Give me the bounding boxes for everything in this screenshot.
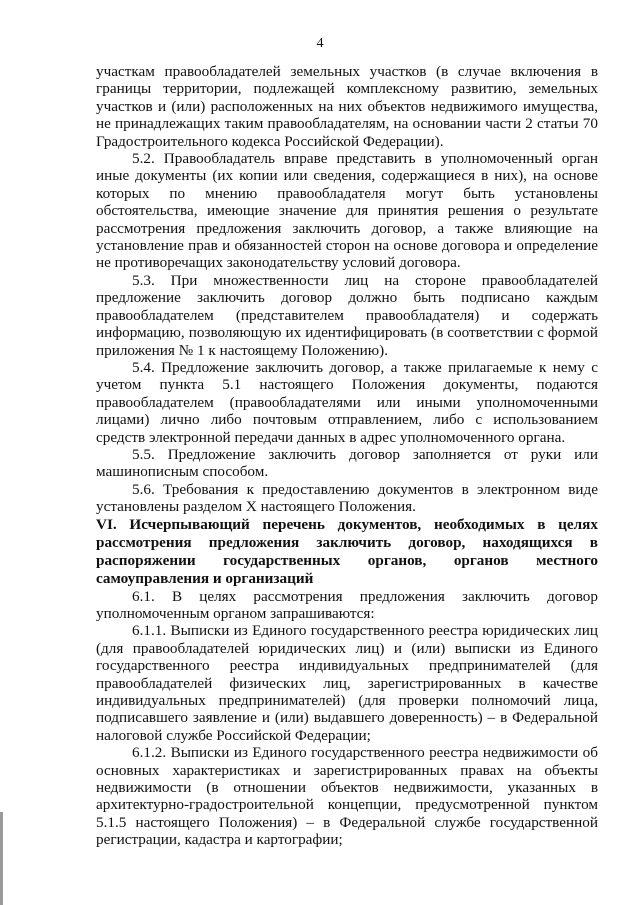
document-body: [96, 63, 598, 849]
paragraph-continuation: участкам правообладателей земельных участков (в случае включения в границы территории, подлежащей комплексному развитию, земельных участков и (или) расположенных на них объектов недвижимого имущества, не принадлежащих таким правообладателям, на основании части 2 статьи 70 Градостроительного кодекса Российской Федерации).: [96, 63, 598, 150]
paragraph-5-6: 5.6. Требования к предоставлению документов в электронном виде установлены разделом X настоящего Положения.: [96, 480, 598, 516]
paragraph-5-4: 5.4. Предложение заключить договор, а также прилагаемые к нему с учетом пункта 5.1 настоящего Положения документы, подаются правообладателем (правообладателями или иными уполномоченными лицами) лично либо почтовым отправлением, либо с использованием средств электронной передачи данных в адрес уполномоченного органа.: [96, 358, 598, 446]
paragraph-6-1-2: 6.1.2. Выписки из Единого государственного реестра недвижимости об основных характеристиках и зарегистрированных правах на объекты недвижимости (в отношении объектов недвижимости, указанных в архитектурно-градостроительной концепции, предусмотренной пунктом 5.1.5 настоящего Положения) – в Федеральной службе государственной регистрации, кадастра и картографии;: [96, 744, 598, 849]
paragraph-6-1-1: 6.1.1. Выписки из Единого государственного реестра юридических лиц (для правообладателей юридических лиц) и (или) выписки из Единого государственного реестра индивидуальных предпринимателей (для правообладателей физических лиц, зарегистрированных в качестве индивидуальных предпринимателей) (для проверки полномочий лица, подписавшего заявление и (или) выдавшего доверенность) – в Федеральной налоговой службе Российской Федерации;: [96, 622, 598, 744]
scan-edge-mark: [0, 812, 3, 905]
paragraph-5-3: 5.3. При множественности лиц на стороне правообладателей предложение заключить договор должно быть подписано каждым правообладателем (представителем правообладателя) и содержать информацию, позволяющую их идентифицировать (в соответствии с формой приложения № 1 к настоящему Положению).: [96, 271, 598, 359]
paragraph-6-1: 6.1. В целях рассмотрения предложения заключить договор уполномоченным органом запрашиваются:: [96, 587, 598, 622]
paragraph-5-2: 5.2. Правообладатель вправе представить в уполномоченный орган иные документы (их копии или сведения, содержащиеся в них), на основе которых по мнению правообладателя могут быть установлены обстоятельства, имеющие значение для принятия решения о результате рассмотрения предложения заключить договор, а также влияющие на установление прав и обязанностей сторон на основе договора и определение не противоречащих законодательству условий договора.: [96, 150, 598, 272]
section-heading: VI. Исчерпывающий перечень документов, необходимых в целях рассмотрения предложения заключить договор, находящихся в распоряжении государственных органов, органов местного самоуправления и организаций: [96, 515, 598, 587]
paragraph-5-5: 5.5. Предложение заключить договор заполняется от руки или машинописным способом.: [96, 445, 598, 481]
page-number: 4: [316, 36, 324, 51]
